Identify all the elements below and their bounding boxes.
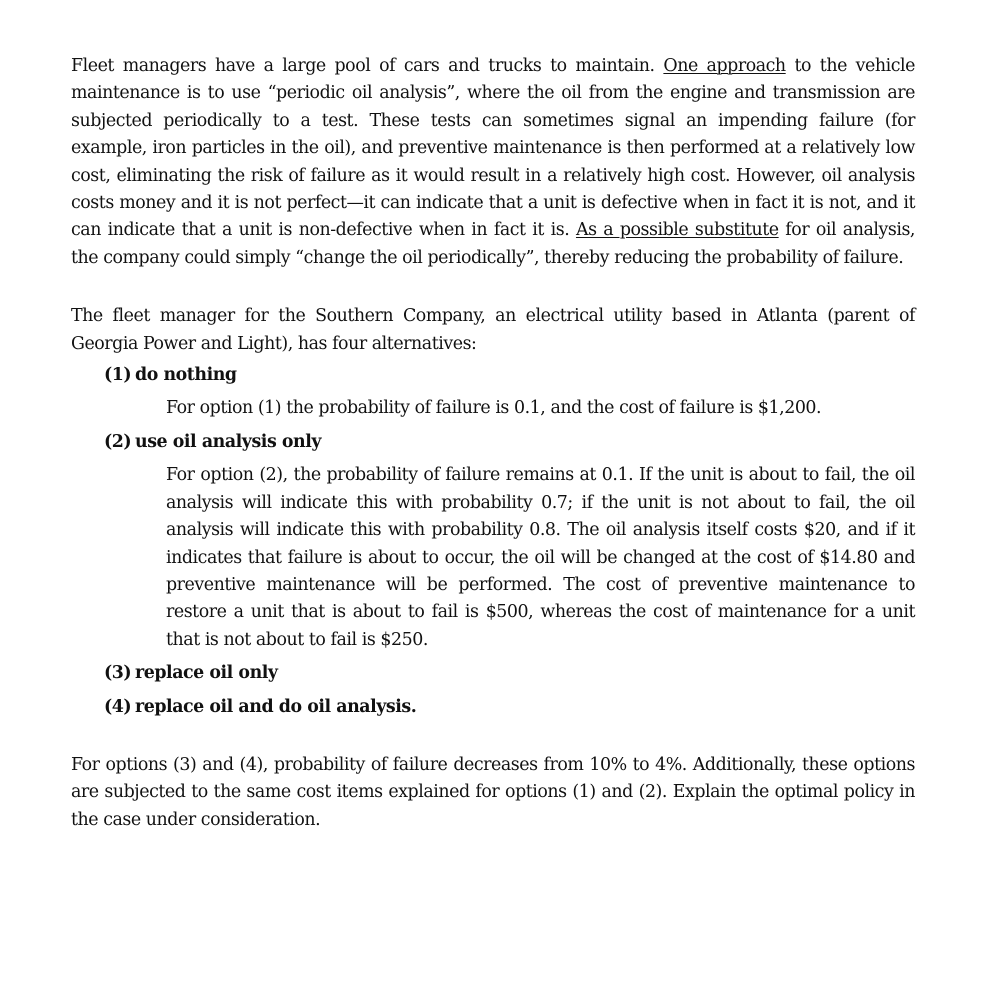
alternative-title: replace oil and do oil analysis. [135, 696, 417, 717]
alternative-item-1 [104, 362, 915, 423]
alternative-number: (3) [104, 663, 132, 684]
alternative-item-2 [104, 429, 915, 654]
alternative-number: (4) [104, 696, 132, 717]
alternative-title: replace oil only [135, 663, 278, 684]
underlined-phrase-possible-substitute: As a possible substitute [575, 220, 779, 241]
closing-paragraph: For options (3) and (4), probability of failure decreases from 10% to 4%. Additionally, these options are subjected to the same cost items explained for options (1) and (2). Explain the optimal policy in the case under consideration. [71, 754, 915, 830]
alternative-detail: For option (2), the probability of failure remains at 0.1. If the unit is about to fail, the oil analysis will indicate this with probability 0.7; if the unit is not about to fail, the oil analysis will indicate this with probability 0.8. The oil analysis itself costs $20, and if it indicates that failure is about to occur, the oil will be changed at the cost of $14.80 and preventive maintenance will be performed. The cost of preventive maintenance to restore a unit that is about to fail is $500, whereas the cost of maintenance for a unit that is not about to fail is $250. [166, 465, 915, 650]
alternative-heading [104, 660, 915, 687]
document-page [71, 53, 915, 834]
alternative-heading [104, 429, 915, 456]
underlined-phrase-one-approach: One approach [663, 56, 786, 76]
alternative-heading [104, 362, 915, 389]
alternative-detail: For option (1) the probability of failure is 0.1, and the cost of failure is $1,200. [166, 398, 822, 419]
alternative-item-3 [104, 660, 915, 687]
alternative-number: (1) [104, 365, 132, 386]
alternative-item-4 [104, 694, 915, 721]
alternative-number: (2) [104, 431, 132, 452]
alternative-heading [104, 694, 915, 721]
intro-paragraph [71, 53, 915, 272]
intro-text-3: for oil analysis, the company could simply “change the oil periodically”, thereby reducing the probability of failure. [71, 220, 916, 268]
intro-text-2: to the vehicle maintenance is to use “periodic oil analysis”, where the oil from the engine and transmission are subjected periodically to a test. These tests can sometimes signal an impending failure (for example, iron particles in the oil), and preventive maintenance is then performed at a relatively low cost, eliminating the risk of failure as it would result in a relatively high cost. However, oil analysis costs money and it is not perfect—it can indicate that a unit is defective when in fact it is not, and it can indicate that a unit is non-defective when in fact it is. [71, 56, 915, 241]
intro-text-1: Fleet managers have a large pool of cars and trucks to maintain. [71, 56, 664, 76]
alternative-title: do nothing [135, 365, 237, 386]
alternatives-list [71, 362, 915, 721]
alternative-title: use oil analysis only [135, 431, 322, 452]
context-paragraph: The fleet manager for the Southern Company, an electrical utility based in Atlanta (parent of Georgia Power and Light), has four alternatives: [71, 306, 915, 354]
